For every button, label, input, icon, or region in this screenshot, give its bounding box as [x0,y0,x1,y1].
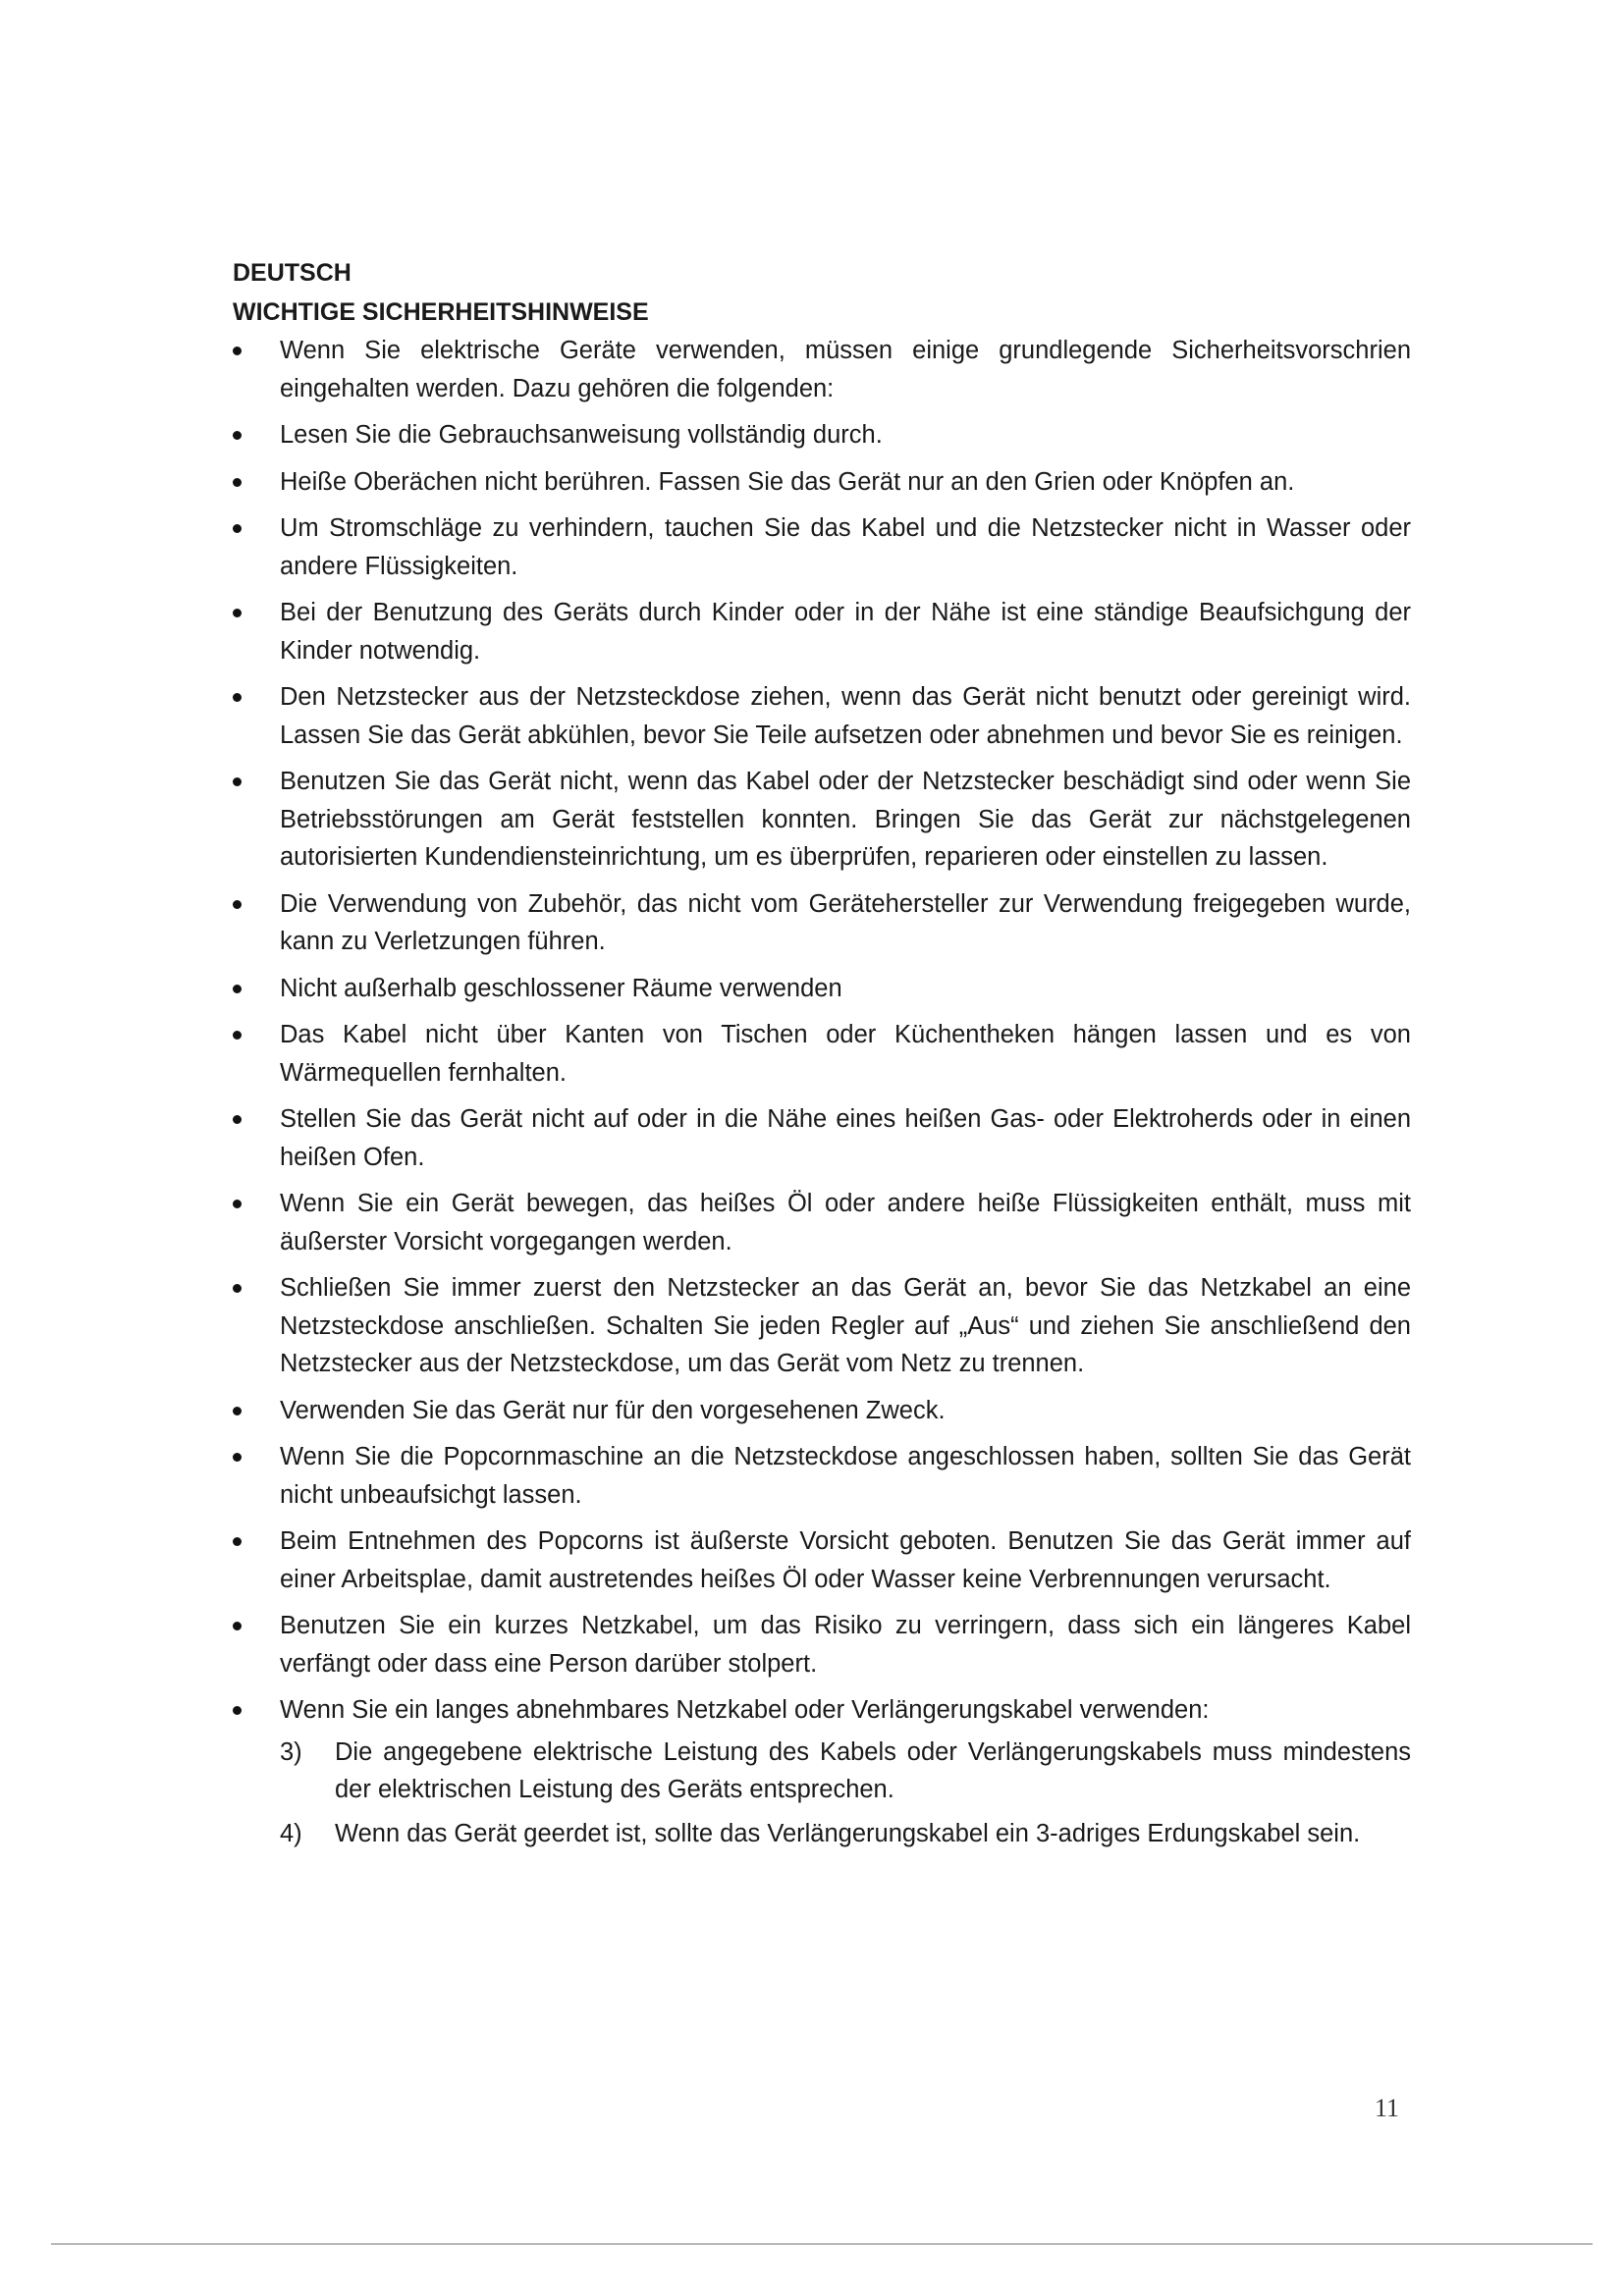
document-content [233,253,1411,1861]
bullet-icon [233,347,242,355]
list-item: Die Verwendung von Zubehör, das nicht vom Gerätehersteller zur Verwendung freigegeben wurde, kann zu Verletzungen führen. [233,885,1411,961]
sub-item-number: 3) [280,1737,302,1766]
list-item: Bei der Benutzung des Geräts durch Kinder oder in der Nähe ist eine ständige Beaufsichgung der Kinder notwendig. [233,594,1411,669]
page-number: 11 [1375,2094,1400,2122]
sub-item-number: 4) [280,1819,302,1847]
footer-divider [51,2243,1593,2245]
bullet-icon [233,1031,242,1040]
list-item: Beim Entnehmen des Popcorns ist äußerste Vorsicht geboten. Benutzen Sie das Gerät immer auf einer Arbeitsplae, damit austretendes heißes Öl oder Wasser keine Verbrennungen verursacht. [233,1522,1411,1598]
list-item: Den Netzstecker aus der Netzsteckdose ziehen, wenn das Gerät nicht benutzt oder gereinigt wird. Lassen Sie das Gerät abkühlen, bevor Sie Teile aufsetzen oder abnehmen und bevor Sie es reinigen. [233,678,1411,754]
list-item: Wenn Sie ein Gerät bewegen, das heißes Öl oder andere heiße Flüssigkeiten enthält, muss mit äußerster Vorsicht vorgegangen werden. [233,1185,1411,1260]
bullet-icon [233,1537,242,1546]
bullet-icon [233,693,242,702]
bullet-icon [233,478,242,487]
safety-instructions-list [233,332,1411,1852]
bullet-icon [233,900,242,909]
bullet-icon [233,431,242,440]
list-item: Um Stromschläge zu verhindern, tauchen Sie das Kabel und die Netzstecker nicht in Wasser oder andere Flüssigkeiten. [233,509,1411,585]
list-item: Benutzen Sie das Gerät nicht, wenn das Kabel oder der Netzstecker beschädigt sind oder wenn Sie Betriebsstörungen am Gerät feststellen konnten. Bringen Sie das Gerät zur nächstgelegenen autorisierten Kundendiensteinrichtung, um es überprüfen, reparieren oder einstellen zu lassen. [233,763,1411,877]
list-item: Schließen Sie immer zuerst den Netzstecker an das Gerät an, bevor Sie das Netzkabel an eine Netzsteckdose anschließen. Schalten Sie jeden Regler auf „Aus“ und ziehen Sie anschließend den Netzstecker aus der Netzsteckdose, um das Gerät vom Netz zu trennen. [233,1269,1411,1383]
list-item: Heiße Oberächen nicht berühren. Fassen Sie das Gerät nur an den Grien oder Knöpfen an. [233,463,1411,502]
sub-item-text: Wenn das Gerät geerdet ist, sollte das Verlängerungskabel ein 3-adriges Erdungskabel sein. [335,1819,1361,1847]
bullet-icon [233,1115,242,1124]
bullet-icon [233,609,242,617]
sub-item-text: Die angegebene elektrische Leistung des Kabels oder Verlängerungskabels muss mindestens der elektrischen Leistung des Geräts entsprechen. [335,1737,1411,1803]
section-heading: WICHTIGE SICHERHEITSHINWEISE [233,298,649,326]
list-item: Das Kabel nicht über Kanten von Tischen oder Küchentheken hängen lassen und es von Wärmequellen fernhalten. [233,1016,1411,1092]
list-item: Wenn Sie ein langes abnehmbares Netzkabel oder Verlängerungskabel verwenden: 3) Die angegebene elektrische Leistung des Kabels oder Verlängerungskabels muss mindestens der elektrischen Leistung des Geräts entsprechen. 4) Wenn das Gerät geerdet ist, sollte das Verlängerungskabel ein 3-adriges Erdungskabel sein. [233,1691,1411,1852]
list-item: Lesen Sie die Gebrauchsanweisung vollständig durch. [233,416,1411,454]
bullet-icon [233,1622,242,1630]
bullet-icon [233,777,242,786]
extension-cable-sublist [280,1734,1411,1853]
list-item: Wenn Sie elektrische Geräte verwenden, müssen einige grundlegende Sicherheitsvorschrien eingehalten werden. Dazu gehören die folgenden: [233,332,1411,407]
bullet-icon [233,1200,242,1208]
list-item: Verwenden Sie das Gerät nur für den vorgesehenen Zweck. [233,1392,1411,1430]
bullet-icon [233,1284,242,1293]
list-item: Wenn Sie die Popcornmaschine an die Netzsteckdose angeschlossen haben, sollten Sie das Gerät nicht unbeaufsichgt lassen. [233,1438,1411,1514]
bullet-icon [233,985,242,993]
list-item: Nicht außerhalb geschlossener Räume verwenden [233,970,1411,1008]
bullet-icon [233,1407,242,1415]
sub-list-item [280,1815,1411,1853]
language-heading: DEUTSCH [233,259,352,287]
list-item: Benutzen Sie ein kurzes Netzkabel, um das Risiko zu verringern, dass sich ein längeres Kabel verfängt oder dass eine Person darüber stolpert. [233,1607,1411,1682]
bullet-icon [233,1706,242,1715]
list-item: Stellen Sie das Gerät nicht auf oder in die Nähe eines heißen Gas- oder Elektroherds oder in einen heißen Ofen. [233,1100,1411,1176]
bullet-icon [233,524,242,533]
sub-list-item [280,1734,1411,1809]
bullet-icon [233,1453,242,1462]
